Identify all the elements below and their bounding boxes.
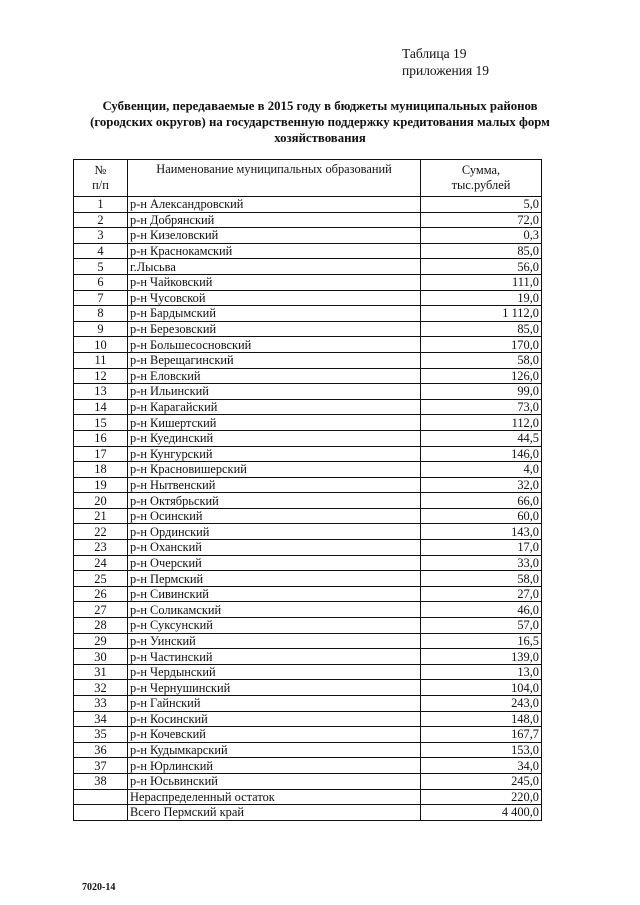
row-name: р-н Нытвенский <box>128 477 421 493</box>
row-number: 16 <box>74 430 128 446</box>
row-number: 32 <box>74 680 128 696</box>
table-row <box>74 742 542 758</box>
row-sum: 243,0 <box>421 696 542 712</box>
row-sum: 34,0 <box>421 758 542 774</box>
row-name: р-н Оханский <box>128 540 421 556</box>
title-line-1: Субвенции, передаваемые в 2015 году в бюджеты муниципальных районов <box>102 99 538 113</box>
title-line-3: хозяйствования <box>274 131 366 145</box>
row-sum: 66,0 <box>421 493 542 509</box>
row-number: 20 <box>74 493 128 509</box>
row-name: р-н Чердынский <box>128 664 421 680</box>
table-row <box>74 727 542 743</box>
table-row <box>74 462 542 478</box>
row-number: 25 <box>74 571 128 587</box>
row-name: р-н Соликамский <box>128 602 421 618</box>
row-number: 35 <box>74 727 128 743</box>
row-sum: 126,0 <box>421 368 542 384</box>
row-name: р-н Верещагинский <box>128 352 421 368</box>
table-row <box>74 493 542 509</box>
row-number: 24 <box>74 555 128 571</box>
row-sum: 143,0 <box>421 524 542 540</box>
row-name: р-н Косинский <box>128 711 421 727</box>
row-name: р-н Чусовской <box>128 290 421 306</box>
table-row <box>74 477 542 493</box>
row-number: 37 <box>74 758 128 774</box>
row-number: 38 <box>74 773 128 789</box>
row-sum: 153,0 <box>421 742 542 758</box>
table-row <box>74 337 542 353</box>
row-sum: 46,0 <box>421 602 542 618</box>
row-sum: 85,0 <box>421 321 542 337</box>
table-row <box>74 664 542 680</box>
table-row <box>74 212 542 228</box>
row-number: 30 <box>74 649 128 665</box>
subsidies-table <box>73 159 542 821</box>
row-sum: 99,0 <box>421 384 542 400</box>
row-name: р-н Суксунский <box>128 618 421 634</box>
row-name: р-н Кочевский <box>128 727 421 743</box>
row-number: 10 <box>74 337 128 353</box>
row-name: р-н Ординский <box>128 524 421 540</box>
table-row <box>74 805 542 821</box>
row-number: 17 <box>74 446 128 462</box>
table-row <box>74 508 542 524</box>
caption-appendix: приложения 19 <box>402 63 490 78</box>
table-row <box>74 321 542 337</box>
row-name: р-н Осинский <box>128 508 421 524</box>
row-name: р-н Карагайский <box>128 399 421 415</box>
row-sum: 220,0 <box>421 789 542 805</box>
row-number: 4 <box>74 243 128 259</box>
header-number-sign: № <box>94 163 107 177</box>
row-sum: 5,0 <box>421 197 542 213</box>
row-name: г.Лысьва <box>128 259 421 275</box>
row-name: р-н Кишертский <box>128 415 421 431</box>
row-name: р-н Гайнский <box>128 696 421 712</box>
row-name: р-н Сивинский <box>128 586 421 602</box>
row-number: 28 <box>74 618 128 634</box>
row-sum: 13,0 <box>421 664 542 680</box>
row-name: Нераспределенный остаток <box>128 789 421 805</box>
row-number: 9 <box>74 321 128 337</box>
row-sum: 170,0 <box>421 337 542 353</box>
row-number: 33 <box>74 696 128 712</box>
row-number <box>74 805 128 821</box>
row-number: 5 <box>74 259 128 275</box>
row-sum: 4,0 <box>421 462 542 478</box>
row-sum: 32,0 <box>421 477 542 493</box>
row-name: р-н Уинский <box>128 633 421 649</box>
table-row <box>74 555 542 571</box>
header-sum-label: Сумма, <box>461 163 501 177</box>
row-sum: 17,0 <box>421 540 542 556</box>
table-row <box>74 228 542 244</box>
row-number <box>74 789 128 805</box>
title-line-2: (городских округов) на государственную поддержку кредитования малых форм <box>90 115 550 129</box>
table-row <box>74 415 542 431</box>
row-sum: 60,0 <box>421 508 542 524</box>
row-name: р-н Частинский <box>128 649 421 665</box>
row-name: р-н Большесосновский <box>128 337 421 353</box>
table-row <box>74 352 542 368</box>
row-name: р-н Березовский <box>128 321 421 337</box>
row-number: 1 <box>74 197 128 213</box>
table-row <box>74 306 542 322</box>
row-sum: 16,5 <box>421 633 542 649</box>
table-row <box>74 696 542 712</box>
row-sum: 72,0 <box>421 212 542 228</box>
header-number-abbr: п/п <box>92 178 109 192</box>
row-name: р-н Октябрьский <box>128 493 421 509</box>
table-row <box>74 430 542 446</box>
header-number <box>74 160 128 197</box>
table-row <box>74 399 542 415</box>
row-number: 18 <box>74 462 128 478</box>
table-caption <box>402 45 489 79</box>
row-sum: 27,0 <box>421 586 542 602</box>
row-sum: 104,0 <box>421 680 542 696</box>
table-row <box>74 680 542 696</box>
table-row <box>74 259 542 275</box>
row-sum: 111,0 <box>421 274 542 290</box>
table-row <box>74 758 542 774</box>
header-sum <box>421 160 542 197</box>
row-name: р-н Пермский <box>128 571 421 587</box>
row-number: 22 <box>74 524 128 540</box>
table-row <box>74 446 542 462</box>
row-name: р-н Бардымский <box>128 306 421 322</box>
row-number: 23 <box>74 540 128 556</box>
row-sum: 73,0 <box>421 399 542 415</box>
table-header-row <box>74 160 542 197</box>
row-number: 12 <box>74 368 128 384</box>
row-sum: 148,0 <box>421 711 542 727</box>
row-number: 36 <box>74 742 128 758</box>
row-name: р-н Кизеловский <box>128 228 421 244</box>
row-sum: 85,0 <box>421 243 542 259</box>
row-name: р-н Еловский <box>128 368 421 384</box>
row-sum: 4 400,0 <box>421 805 542 821</box>
row-name: р-н Кудымкарский <box>128 742 421 758</box>
row-sum: 58,0 <box>421 571 542 587</box>
row-name: р-н Куединский <box>128 430 421 446</box>
row-number: 7 <box>74 290 128 306</box>
row-name: р-н Красновишерский <box>128 462 421 478</box>
row-name: р-н Юсьвинский <box>128 773 421 789</box>
row-sum: 33,0 <box>421 555 542 571</box>
row-sum: 139,0 <box>421 649 542 665</box>
row-name: р-н Кунгурский <box>128 446 421 462</box>
table-row <box>74 586 542 602</box>
row-number: 31 <box>74 664 128 680</box>
row-sum: 146,0 <box>421 446 542 462</box>
row-sum: 0,3 <box>421 228 542 244</box>
table-row <box>74 711 542 727</box>
row-name: р-н Ильинский <box>128 384 421 400</box>
header-sum-unit: тыс.рублей <box>451 178 511 192</box>
document-code: 7020-14 <box>82 882 116 893</box>
row-sum: 1 112,0 <box>421 306 542 322</box>
row-number: 11 <box>74 352 128 368</box>
table-row <box>74 789 542 805</box>
row-number: 34 <box>74 711 128 727</box>
table-row <box>74 649 542 665</box>
table-row <box>74 384 542 400</box>
row-sum: 19,0 <box>421 290 542 306</box>
row-sum: 112,0 <box>421 415 542 431</box>
row-number: 29 <box>74 633 128 649</box>
document-title <box>60 98 580 146</box>
table-row <box>74 197 542 213</box>
row-number: 13 <box>74 384 128 400</box>
row-name: р-н Добрянский <box>128 212 421 228</box>
row-number: 3 <box>74 228 128 244</box>
row-number: 27 <box>74 602 128 618</box>
table-row <box>74 571 542 587</box>
row-sum: 167,7 <box>421 727 542 743</box>
table-row <box>74 602 542 618</box>
row-name: р-н Чернушинский <box>128 680 421 696</box>
row-sum: 44,5 <box>421 430 542 446</box>
table-row <box>74 633 542 649</box>
table-row <box>74 290 542 306</box>
row-number: 6 <box>74 274 128 290</box>
table-body <box>74 197 542 821</box>
row-number: 19 <box>74 477 128 493</box>
row-sum: 245,0 <box>421 773 542 789</box>
row-number: 14 <box>74 399 128 415</box>
table-row <box>74 540 542 556</box>
header-name: Наименование муниципальных образований <box>128 160 421 197</box>
row-name: р-н Чайковский <box>128 274 421 290</box>
row-name: р-н Александровский <box>128 197 421 213</box>
row-name: р-н Очерский <box>128 555 421 571</box>
table-row <box>74 773 542 789</box>
row-sum: 56,0 <box>421 259 542 275</box>
caption-table-number: Таблица 19 <box>402 46 467 61</box>
table-row <box>74 368 542 384</box>
row-name: р-н Краснокамский <box>128 243 421 259</box>
row-number: 2 <box>74 212 128 228</box>
table-row <box>74 243 542 259</box>
row-number: 8 <box>74 306 128 322</box>
row-sum: 57,0 <box>421 618 542 634</box>
table-row <box>74 274 542 290</box>
row-sum: 58,0 <box>421 352 542 368</box>
row-number: 26 <box>74 586 128 602</box>
table-row <box>74 618 542 634</box>
row-number: 21 <box>74 508 128 524</box>
row-name: Всего Пермский край <box>128 805 421 821</box>
row-number: 15 <box>74 415 128 431</box>
table-row <box>74 524 542 540</box>
row-name: р-н Юрлинский <box>128 758 421 774</box>
